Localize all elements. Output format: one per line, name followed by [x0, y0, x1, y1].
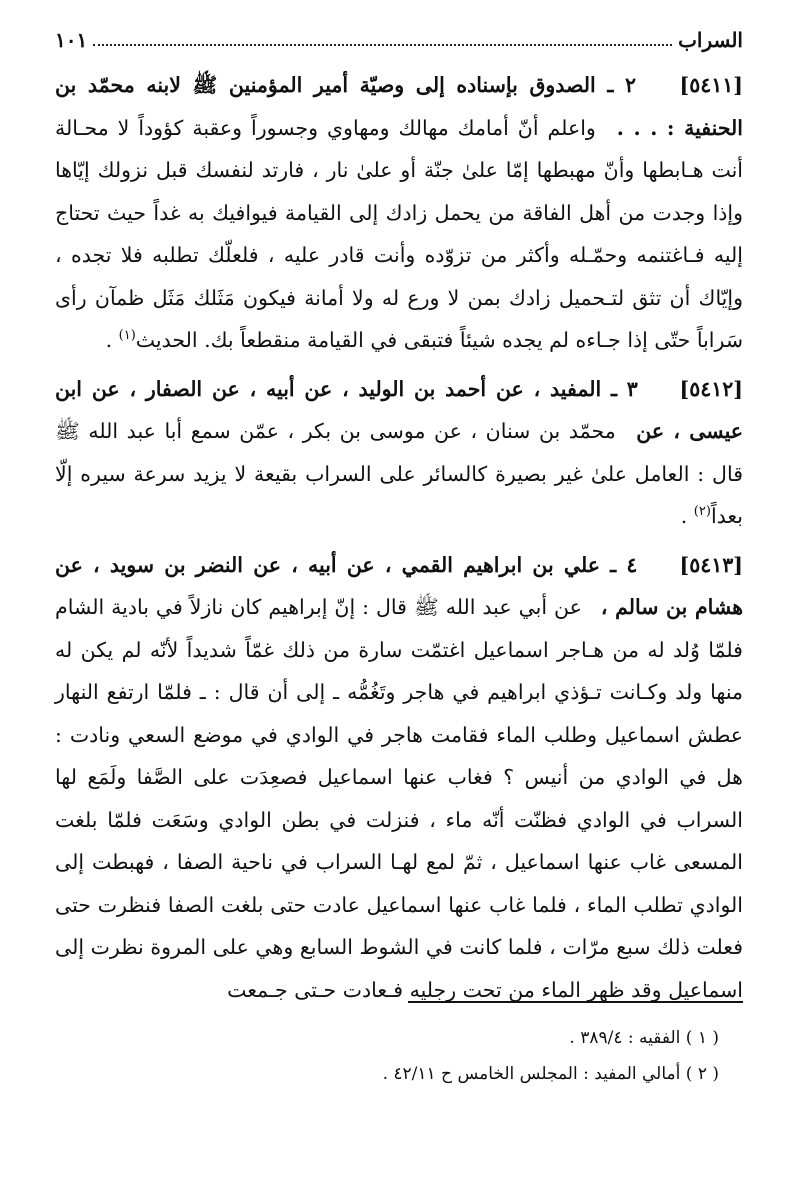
book-page — [55, 18, 743, 1145]
running-header — [55, 18, 743, 52]
chapter-title: السراب — [678, 28, 743, 52]
entry-chain: ٣ ـ المفيد ، عن أحمد بن الوليد ، عن أبيه ، عن الصفار ، عن ابن عيسى ، عن — [55, 376, 743, 443]
footnote: ( ١ ) الفقيه : ٣٨٩/٤ . — [569, 1028, 719, 1048]
footnote: ( ٢ ) أمالي المفيد : المجلس الخامس ح ٤٢/١١ . — [382, 1064, 719, 1084]
entry-text: واعلم أنّ أمامك مهالك ومهاوي وجسوراً وعقبة كؤوداً لا محـالة أنت هـابطها وأنّ مهبطها إمّا علىٰ جنّة أو علىٰ نار ، فارتد لنفسك قبل نزولك إيّاها وإذا وجدت من أهل الفاقة من يحمل زادك إلى القيامة فيوافيك به غداً حيث تحتاج إليه فـاغتنمه وحمّـله وأكثر من تزوّده وأنت قادر عليه ، فلعلّك تطلبه فلا تجده ، وإيّاك أن تثق لتـحميل زادك بمن لا ورع له ولا أمانة فيكون مَثَلك مَثَل ظمآن رأى سَراباً حتّى إذا جـاءه لم يجده شيئاً فتبقى في القيامة منقطعاً بك. الحديث — [55, 115, 743, 352]
entry-text: عن أبي عبد الله ﷺ قال : إنّ إبراهيم كان نازلاً في بادية الشام فلمّا وُلد له من هـاجر اسماعيل اغتمّت سارة من ذلك غمّاً شديداً لأنّه لم يكن له منها ولد وكـانت تـؤذي ابراهيم في هاجر وتَغُمُّه ـ إلى أن قال : ـ فلمّا ارتفع النهار عطش اسماعيل وطلب الماء فقامت هاجر في الوادي في موضع السعي ونادت : هل في الوادي من أنيس ؟ فغاب عنها اسماعيل فصعِدَت على الصَّفا ولَمَع لها السراب في الوادي فظنّت أنّه ماء ، فنزلت في بطن الوادي وسَعَت فلمّا بلغت المسعى غاب عنها اسماعيل ، ثمّ لمع لهـا السراب في ناحية الصفا ، فهبطت إلى الوادي تطلب الماء ، فلما غاب عنها اسماعيل عادت حتى بلغت الصفا فنظرت حتى فعلت ذلك سبع مرّات ، فلما كانت في الشوط السابع وهي على المروة نظرت إلى اسماعيل وقد ظهر الماء من تحت رجليه فـعادت حـتى جـمعت — [55, 595, 744, 1002]
hadith-entry: [٥٤١١] ٢ ـ الصدوق بإسناده إلى وصيّة أمير المؤمنين ﷺ لابنه محمّد بن الحنفية : . . . واعلم أنّ أمامك مهالك ومهاوي وجسوراً وعقبة كؤوداً لا محـالة أنت هـابطها وأنّ مهبطها إمّا علىٰ جنّة أو علىٰ نار ، فارتد لنفسك قبل نزولك إيّاها وإذا وجدت من أهل الفاقة من يحمل زادك إلى القيامة فيوافيك به غداً حيث تحتاج إليه فـاغتنمه وحمّـله وأكثر من تزوّده وأنت قادر عليه ، فلعلّك تطلبه فلا تجده ، وإيّاك أن تثق لتـحميل زادك بمن لا ورع له ولا أمانة فيكون مَثَلك مَثَل ظمآن رأى سَراباً حتّى إذا جـاءه لم يجده شيئاً فتبقى في القيامة منقطعاً بك. الحديث$^{(١)}$ . — [55, 64, 743, 362]
entry-number: [٥٤١٢] — [679, 376, 743, 401]
header-dotted-leader — [93, 43, 672, 46]
entry-chain: ٢ ـ الصدوق بإسناده إلى وصيّة أمير المؤمنين ﷺ لابنه محمّد بن الحنفية : . . . — [55, 73, 743, 140]
page-number: ١٠١ — [55, 28, 88, 52]
entry-text: محمّد بن سنان ، عن موسى بن بكر ، عمّن سمع أبا عبد الله ﷺ قال : العامل علىٰ غير بصيرة كالسائر على السراب بقيعة لا يزيد سرعة سيره إلّا بعداً — [55, 419, 743, 528]
footnote-ref[interactable]: (٢) — [693, 504, 711, 520]
hadith-entries — [55, 64, 743, 1011]
footnote-separator — [408, 1001, 743, 1003]
hadith-entry: [٥٤١٢] ٣ ـ المفيد ، عن أحمد بن الوليد ، عن أبيه ، عن الصفار ، عن ابن عيسى ، عن محمّد بن سنان ، عن موسى بن بكر ، عمّن سمع أبا عبد الله ﷺ قال : العامل علىٰ غير بصيرة كالسائر على السراب بقيعة لا يزيد سرعة سيره إلّا بعداً$^{(٢)}$ . — [55, 368, 743, 538]
entry-number: [٥٤١١] — [679, 73, 743, 97]
entry-chain: ٤ ـ علي بن ابراهيم القمي ، عن أبيه ، عن النضر بن سويد ، عن هشام بن سالم ، — [55, 552, 744, 619]
footnotes — [55, 1020, 743, 1092]
entry-number: [٥٤١٣] — [679, 552, 743, 577]
hadith-entry — [55, 544, 743, 1012]
footnote-ref[interactable]: (١) — [118, 328, 136, 344]
